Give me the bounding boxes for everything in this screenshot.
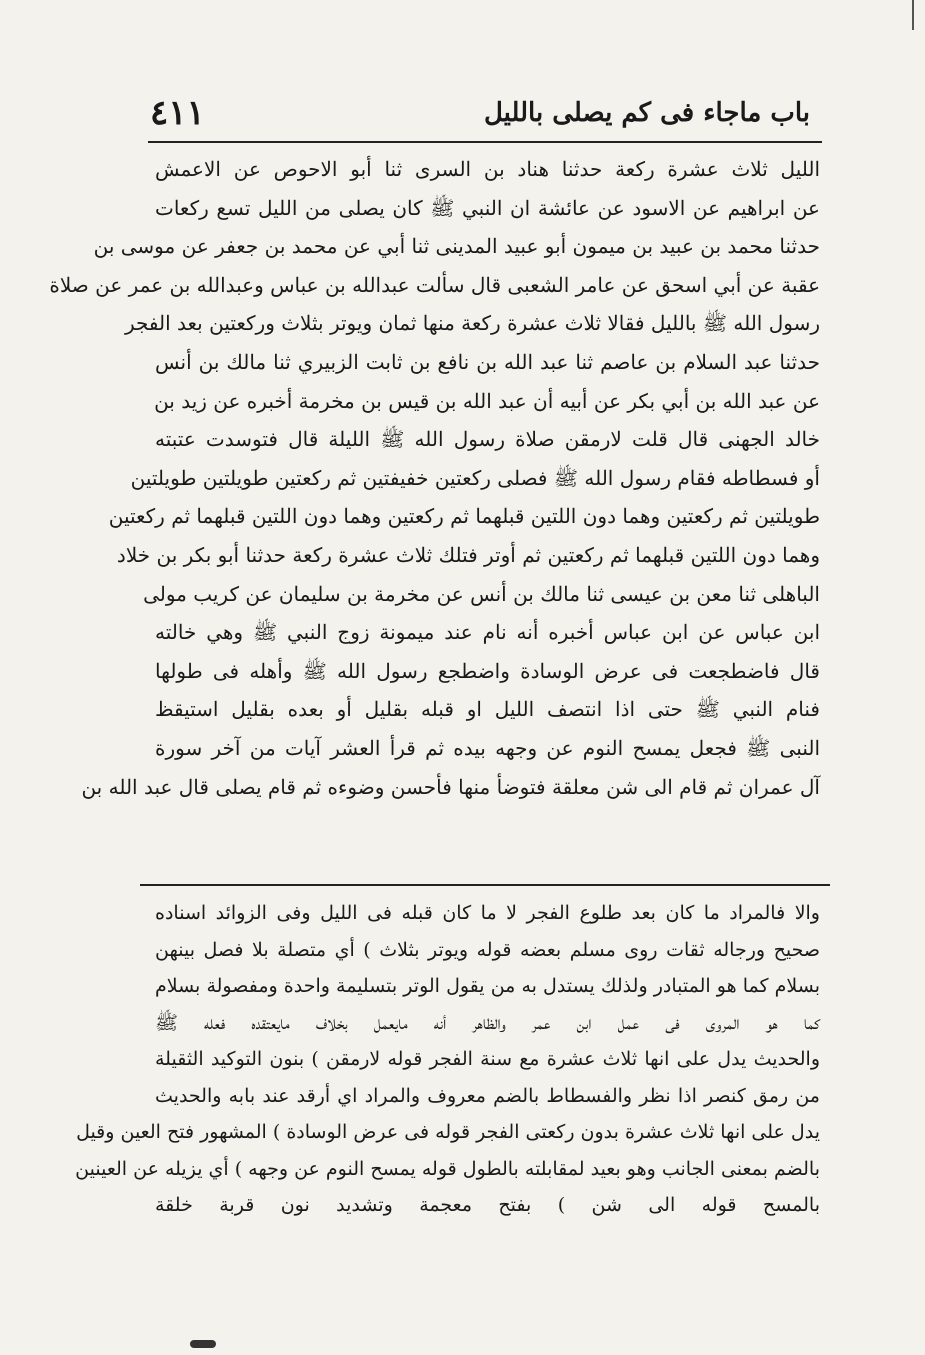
commentary-text-line: صحيح ورجاله ثقات روى مسلم بعضه قوله ويوتر بثلاث ) أي متصلة بلا فصل بينهن (155, 938, 820, 961)
hadith-text-line: طويلتين ثم ركعتين وهما دون اللتين قبلهما ثم ركعتين وهما دون اللتين قبلهما ثم ركعتين (108, 504, 820, 529)
header-rule (148, 141, 822, 143)
commentary-text-line: والحديث يدل على انها ثلاث عشرة مع سنة الفجر قوله لارمقن ) بنون التوكيد الثقيلة (155, 1048, 820, 1070)
footnote-separator-rule (140, 884, 830, 886)
commentary-text-line: من رمق كنصر اذا نظر والفسطاط بالضم معروف والمراد اي أرقد عند بابه والحديث (155, 1084, 820, 1107)
hadith-text-line: الليل ثلاث عشرة ركعة حدثنا هناد بن السرى ثنا أبو الاحوص عن الاعمش (155, 157, 820, 181)
commentary-text-line: بالمسح قوله الى شن ) بفتح معجمة وتشديد نون قربة خلقة (155, 1194, 820, 1216)
hadith-text-line: حدثنا محمد بن عبيد بن ميمون أبو عبيد المدينى ثنا أبي عن محمد بن جعفر عن موسى بن (93, 234, 820, 259)
hadith-text-block (49, 150, 820, 806)
hadith-text-line: رسول الله ﷺ بالليل فقالا ثلاث عشرة ركعة منها ثمان ويوتر بثلاث وركعتين بعد الفجر (124, 311, 820, 336)
scan-edge-mark (912, 0, 914, 30)
page-header (150, 88, 810, 138)
hadith-text-line: آل عمران ثم قام الى شن معلقة فتوضأ منها فأحسن وضوءه ثم قام يصلى قال عبد الله بن (81, 774, 820, 799)
commentary-text-line: كما هو المروى فى عمل ابن عمر والظاهر أنه مايعمل بخلاف مايعتقده فعله ﷺ (155, 1011, 820, 1034)
page-number: ٤١١ (150, 93, 205, 133)
chapter-title: باب ماجاء فى كم يصلى بالليل (483, 98, 810, 128)
hadith-text-line: خالد الجهنى قال قلت لارمقن صلاة رسول الله ﷺ الليلة قال فتوسدت عتبته (155, 427, 820, 452)
hadith-text-line: عن عبد الله بن أبي بكر عن أبيه أن عبد الله بن قيس بن مخرمة أخبره عن زيد بن (154, 388, 820, 413)
commentary-text-line: يدل على انها ثلاث عشرة بدون ركعتى الفجر قوله فى عرض الوسادة ) المشهور فتح العين وقيل (76, 1121, 820, 1143)
hadith-text-line: أو فسطاطه فقام رسول الله ﷺ فصلى ركعتين خفيفتين ثم ركعتين طويلتين طويلتين (130, 465, 820, 490)
hadith-text-line: حدثنا عبد السلام بن عاصم ثنا عبد الله بن نافع بن ثابت الزبيري ثنا مالك بن أنس (155, 349, 820, 374)
hadith-text-line: عقبة عن أبي اسحق عن عامر الشعبى قال سألت عبدالله بن عباس وعبدالله بن عمر عن صلاة (49, 272, 820, 297)
commentary-text-block (75, 895, 820, 1224)
hadith-text-line: النبى ﷺ فجعل يمسح النوم عن وجهه بيده ثم قرأ العشر آيات من آخر سورة (155, 735, 820, 760)
hadith-text-line: فنام النبي ﷺ حتى اذا انتصف الليل او قبله بقليل أو بعده بقليل استيقظ (155, 697, 820, 722)
hadith-text-line: عن ابراهيم عن الاسود عن عائشة ان النبي ﷺ كان يصلى من الليل تسع ركعات (155, 195, 820, 220)
hadith-text-line: وهما دون اللتين قبلهما ثم ركعتين ثم أوتر فتلك ثلاث عشرة ركعة حدثنا أبو بكر بن خلاد (116, 542, 820, 567)
commentary-text-line: والا فالمراد ما كان بعد طلوع الفجر لا ما كان قبله فى الليل وفى الزوائد اسناده (155, 902, 820, 924)
hadith-text-line: ابن عباس عن ابن عباس أخبره أنه نام عند ميمونة زوج النبي ﷺ وهي خالته (155, 620, 820, 645)
hadith-text-line: قال فاضطجعت فى عرض الوسادة واضطجع رسول الله ﷺ وأهله فى طولها (155, 658, 820, 683)
scan-smudge (190, 1340, 216, 1348)
commentary-text-line: بالضم بمعنى الجانب وهو بعيد لمقابلته بالطول قوله يمسح النوم عن وجهه ) أي يزيله عن العينين (75, 1157, 820, 1180)
hadith-text-line: الباهلى ثنا معن بن عيسى ثنا مالك بن أنس عن مخرمة بن سليمان عن كريب مولى (143, 581, 820, 606)
commentary-text-line: بسلام كما هو المتبادر ولذلك يستدل به من يقول الوتر بتسليمة واحدة ومفصولة بسلام (155, 975, 820, 997)
